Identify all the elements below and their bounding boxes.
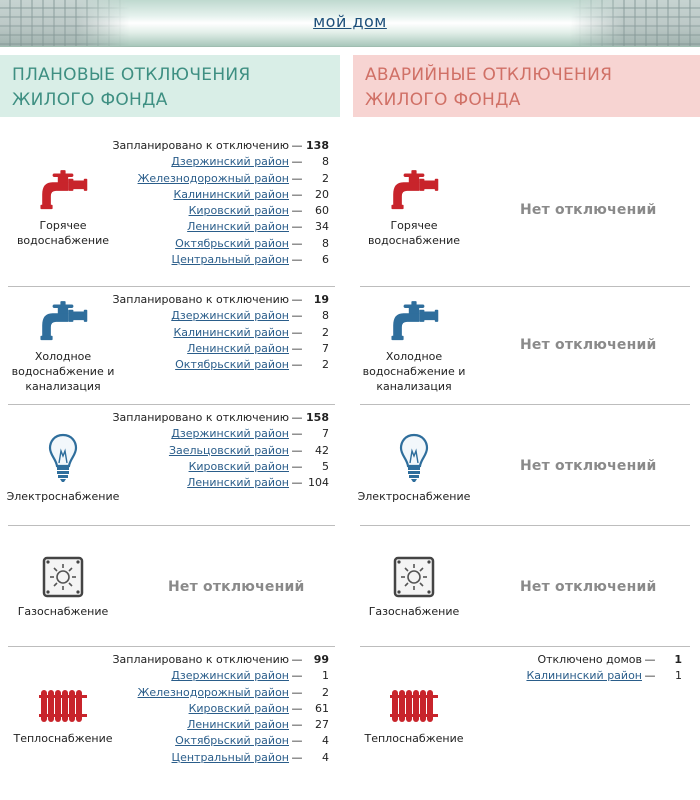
planned-electricity-row — [8, 405, 335, 526]
district-link[interactable]: Октябрьский район — [175, 734, 289, 748]
district-link[interactable]: Ленинский район — [187, 476, 289, 490]
district-count: 6 — [322, 253, 329, 267]
hot-water-label: Горячее водоснабжение — [16, 219, 110, 247]
district-count: 1 — [322, 669, 329, 683]
cold-water-label: Холодное водоснабжение и канализация — [11, 350, 115, 393]
gas-burner-icon — [393, 556, 435, 598]
electricity-label: Электроснабжение — [6, 490, 120, 503]
district-count: 2 — [322, 171, 329, 185]
total-line: Запланировано к отключению — 158 — [89, 410, 329, 426]
district-count: 4 — [322, 734, 329, 748]
district-count: 61 — [315, 701, 329, 715]
district-count: 2 — [322, 685, 329, 699]
district-line: Октябрьский район — 8 — [89, 236, 329, 252]
district-link[interactable]: Калининский район — [526, 669, 642, 683]
district-count: 1 — [675, 669, 682, 683]
radiator-icon — [39, 687, 87, 725]
emergency-cold-water-row — [360, 287, 690, 405]
total-line: Отключено домов — 1 — [482, 652, 682, 668]
hot-water-label: Горячее водоснабжение — [367, 219, 461, 247]
district-link[interactable]: Калининский район — [173, 187, 289, 201]
cold-water-service — [354, 299, 474, 394]
district-link[interactable]: Калининский район — [173, 325, 289, 339]
district-count: 4 — [322, 750, 329, 764]
district-line: Ленинский район — 7 — [89, 341, 329, 357]
district-count: 60 — [315, 204, 329, 218]
total-count: 138 — [306, 139, 329, 152]
emergency-heating-stats — [482, 652, 682, 685]
district-line: Калининский район — 2 — [89, 325, 329, 341]
emergency-gas-row — [360, 526, 690, 647]
gas-label: Газоснабжение — [17, 605, 109, 618]
district-link[interactable]: Октябрьский район — [175, 358, 289, 372]
top-banner — [0, 0, 700, 47]
district-line: Дзержинский район — 1 — [89, 668, 329, 684]
planned-cold-water-row — [8, 287, 335, 405]
district-link[interactable]: Октябрьский район — [175, 236, 289, 250]
district-link[interactable]: Центральный район — [171, 253, 289, 267]
planned-hot-water-row — [8, 120, 335, 287]
district-link[interactable]: Дзержинский район — [171, 309, 289, 323]
total-label: Запланировано к отключению — [112, 411, 289, 424]
district-link[interactable]: Центральный район — [171, 750, 289, 764]
district-line: Калининский район — 1 — [482, 668, 682, 684]
gas-burner-icon — [42, 556, 84, 598]
district-count: 7 — [322, 427, 329, 441]
district-line: Заельцовский район — 42 — [89, 443, 329, 459]
no-outages-text: Нет отключений — [520, 458, 657, 474]
hot-water-service — [354, 168, 474, 248]
planned-heating-row — [8, 647, 335, 797]
blue-faucet-icon — [37, 299, 89, 343]
planned-outages-title: ПЛАНОВЫЕ ОТКЛЮЧЕНИЯ ЖИЛОГО ФОНДА — [0, 55, 340, 117]
district-link[interactable]: Дзержинский район — [171, 155, 289, 169]
district-link[interactable]: Дзержинский район — [171, 669, 289, 683]
total-line: Запланировано к отключению — 19 — [89, 292, 329, 308]
red-faucet-icon — [37, 168, 89, 212]
planned-heating-stats — [89, 652, 329, 766]
district-link[interactable]: Железнодорожный район — [137, 171, 289, 185]
district-count: 42 — [315, 443, 329, 457]
district-line: Кировский район — 60 — [89, 203, 329, 219]
district-line: Калининский район — 20 — [89, 187, 329, 203]
district-count: 8 — [322, 155, 329, 169]
district-line: Ленинский район — 104 — [89, 475, 329, 491]
total-line: Запланировано к отключению — 138 — [89, 138, 329, 154]
total-label: Запланировано к отключению — [112, 293, 289, 306]
district-line: Кировский район — 61 — [89, 701, 329, 717]
district-line: Кировский район — 5 — [89, 459, 329, 475]
emergency-outages-title: АВАРИЙНЫЕ ОТКЛЮЧЕНИЯ ЖИЛОГО ФОНДА — [353, 55, 700, 117]
light-bulb-icon — [48, 433, 78, 483]
district-count: 2 — [322, 325, 329, 339]
district-line: Дзержинский район — 8 — [89, 154, 329, 170]
district-line: Ленинский район — 34 — [89, 219, 329, 235]
red-faucet-icon — [388, 168, 440, 212]
district-line: Железнодорожный район — 2 — [89, 685, 329, 701]
district-line: Железнодорожный район — 2 — [89, 171, 329, 187]
no-outages-text: Нет отключений — [520, 579, 657, 595]
planned-cold-water-stats — [89, 292, 329, 373]
district-line: Центральный район — 4 — [89, 750, 329, 766]
total-count: 19 — [313, 293, 329, 306]
district-link[interactable]: Кировский район — [188, 204, 289, 218]
blue-faucet-icon — [388, 299, 440, 343]
heating-service — [354, 687, 474, 746]
total-line: Запланировано к отключению — 99 — [89, 652, 329, 668]
district-count: 8 — [322, 236, 329, 250]
district-line: Дзержинский район — 8 — [89, 308, 329, 324]
my-home-link[interactable]: мой дом — [313, 12, 387, 31]
no-outages-text: Нет отключений — [168, 579, 305, 595]
district-line: Октябрьский район — 4 — [89, 733, 329, 749]
emergency-electricity-row — [357, 405, 690, 526]
planned-electricity-stats — [89, 410, 329, 491]
district-count: 7 — [322, 341, 329, 355]
district-line: Центральный район — 6 — [89, 252, 329, 268]
no-outages-text: Нет отключений — [520, 337, 657, 353]
heating-label: Теплоснабжение — [13, 732, 113, 745]
planned-gas-row — [8, 526, 335, 647]
electricity-service — [354, 433, 474, 504]
district-link[interactable]: Железнодорожный район — [137, 685, 289, 699]
total-count: 99 — [313, 653, 329, 666]
district-count: 104 — [308, 476, 329, 490]
light-bulb-icon — [399, 433, 429, 483]
emergency-heating-row — [360, 647, 690, 797]
total-label: Запланировано к отключению — [112, 653, 289, 666]
heating-label: Теплоснабжение — [364, 732, 464, 745]
district-line: Дзержинский район — 7 — [89, 426, 329, 442]
total-count: 1 — [674, 653, 682, 666]
district-line: Октябрьский район — 2 — [89, 357, 329, 373]
district-link[interactable]: Дзержинский район — [171, 427, 289, 441]
planned-hot-water-stats — [89, 138, 329, 268]
total-count: 158 — [306, 411, 329, 424]
cold-water-label: Холодное водоснабжение и канализация — [362, 350, 466, 393]
district-link[interactable]: Ленинский район — [187, 341, 289, 355]
district-link[interactable]: Кировский район — [188, 701, 289, 715]
district-link[interactable]: Заельцовский район — [168, 443, 289, 457]
district-count: 2 — [322, 358, 329, 372]
district-count: 8 — [322, 309, 329, 323]
total-label: Запланировано к отключению — [112, 139, 289, 152]
total-label: Отключено домов — [537, 653, 642, 666]
gas-label: Газоснабжение — [368, 605, 460, 618]
district-count: 27 — [315, 718, 329, 732]
district-count: 34 — [315, 220, 329, 234]
district-count: 20 — [315, 187, 329, 201]
radiator-icon — [390, 687, 438, 725]
no-outages-text: Нет отключений — [520, 202, 657, 218]
emergency-hot-water-row — [360, 120, 690, 287]
district-line: Ленинский район — 27 — [89, 717, 329, 733]
gas-service — [3, 556, 123, 619]
district-link[interactable]: Ленинский район — [187, 220, 289, 234]
district-link[interactable]: Кировский район — [188, 459, 289, 473]
gas-service — [354, 556, 474, 619]
district-count: 5 — [322, 459, 329, 473]
district-link[interactable]: Ленинский район — [187, 718, 289, 732]
electricity-label: Электроснабжение — [357, 490, 471, 503]
